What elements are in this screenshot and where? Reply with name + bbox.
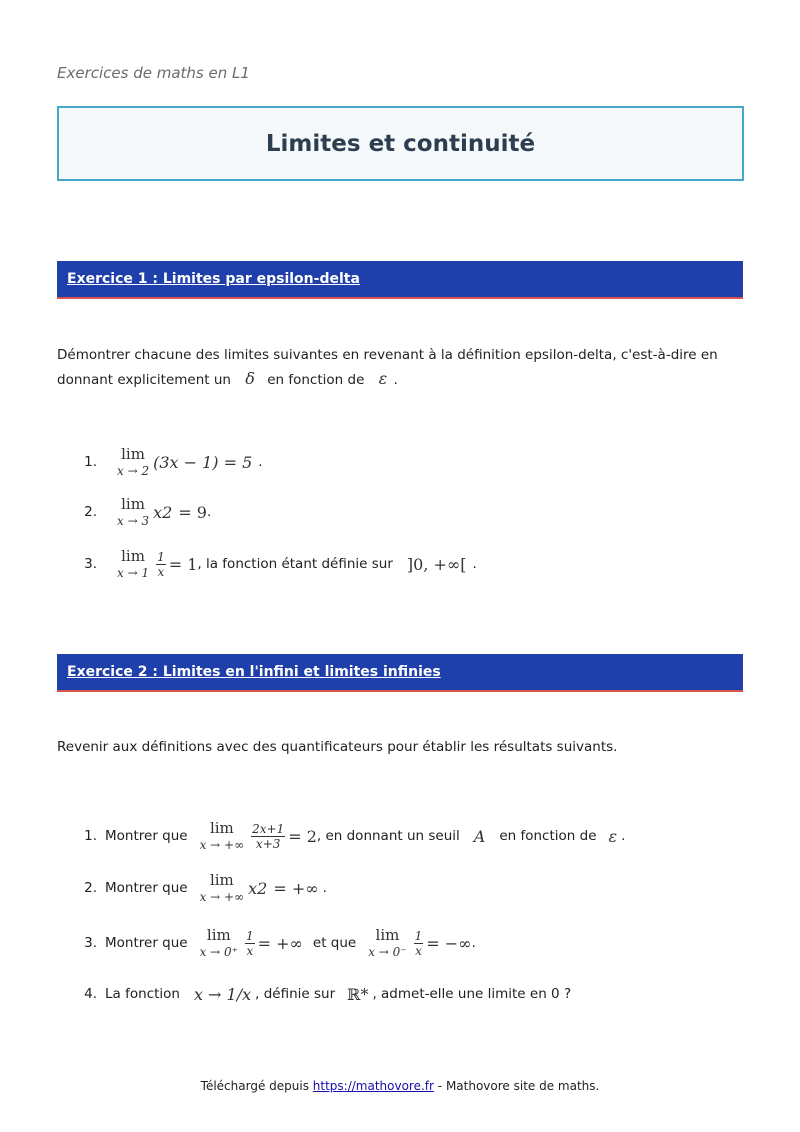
item-number: 3.: [84, 556, 97, 572]
fraction-denominator: x: [157, 564, 165, 579]
item-tail: .: [621, 828, 626, 844]
footer-link[interactable]: https://mathovore.fr: [312, 1079, 434, 1093]
item-text: Montrer que: [105, 880, 188, 896]
item-number: 2.: [84, 504, 97, 520]
exercise-1-intro: [57, 344, 747, 392]
list-item: [57, 546, 747, 582]
item-text-2: , en donnant un seuil: [316, 828, 460, 844]
exercise-1-heading: Exercice 1 : Limites par epsilon-delta: [67, 271, 360, 287]
exercise-2-header: [57, 654, 743, 692]
function-expression: x → 1/x: [193, 984, 252, 1004]
item-number: 1.: [84, 828, 97, 844]
epsilon-symbol: ε: [378, 369, 388, 388]
item-text-2: et que: [312, 935, 357, 951]
item-number: 2.: [84, 880, 97, 896]
exercise-1-header: [57, 261, 743, 299]
limit-operator: [117, 549, 149, 579]
list-item: [57, 870, 747, 906]
item-number: 4.: [84, 986, 97, 1002]
limit-operator: [200, 928, 238, 958]
title-box: [57, 106, 744, 181]
lim-word: lim: [121, 495, 145, 513]
lim-word: lim: [206, 926, 231, 944]
list-item: [57, 816, 747, 856]
item-tail: .: [206, 504, 212, 520]
exercise-2-intro: Revenir aux définitions avec des quantificateurs pour établir les résultats suivants.: [57, 739, 618, 755]
item-number: 3.: [84, 935, 97, 951]
math-expression: = −∞: [426, 933, 472, 953]
limit-operator: [200, 873, 245, 903]
item-text: La fonction: [105, 986, 180, 1002]
footer: [0, 1079, 800, 1093]
math-expression: = 1: [168, 554, 198, 574]
math-expression: = +∞: [257, 933, 303, 953]
item-tail: .: [471, 935, 476, 951]
lim-subscript: x → +∞: [199, 838, 245, 852]
item-text-2: , définie sur: [255, 986, 336, 1002]
intro-text-2: en fonction de: [267, 372, 365, 388]
lim-subscript: x → 0⁺: [199, 945, 239, 959]
item-text-3: en fonction de: [499, 828, 597, 844]
limit-operator: [368, 928, 406, 958]
item-tail: .: [258, 454, 263, 470]
math-expression: = 2: [288, 826, 317, 846]
threshold-symbol: A: [473, 826, 486, 846]
delta-symbol: δ: [245, 369, 255, 388]
item-text-3: , admet-elle une limite en 0 ?: [372, 986, 572, 1002]
fraction: [245, 930, 255, 957]
item-tail: .: [472, 556, 477, 572]
math-exponent: 2: [257, 878, 268, 898]
domain-symbol: ℝ*: [347, 984, 369, 1004]
interval-expression: ]0, +∞[: [406, 554, 467, 574]
lim-word: lim: [121, 445, 145, 463]
lim-subscript: x → 0⁻: [368, 945, 407, 959]
item-tail: .: [322, 880, 327, 896]
exercise-2-heading: Exercice 2 : Limites en l'infini et limites infinies: [67, 664, 441, 680]
list-item: [57, 494, 747, 530]
limit-operator: [117, 447, 149, 477]
lim-word: lim: [209, 871, 234, 889]
math-expression: = 9: [178, 502, 207, 522]
limit-operator: [117, 497, 149, 527]
lim-word: lim: [121, 547, 145, 565]
fraction-denominator: x+3: [255, 836, 281, 851]
footer-prefix: Téléchargé depuis: [200, 1079, 309, 1093]
page-title: Limites et continuité: [265, 130, 536, 157]
footer-suffix: - Mathovore site de maths.: [437, 1079, 600, 1093]
document-pretitle: Exercices de maths en L1: [57, 64, 250, 82]
item-text: Montrer que: [105, 935, 188, 951]
item-text: Montrer que: [105, 828, 188, 844]
lim-word: lim: [209, 819, 234, 837]
math-expression: (3x − 1) = 5: [153, 452, 253, 472]
fraction: [251, 823, 285, 850]
fraction: [414, 930, 424, 957]
limit-operator: [200, 821, 245, 851]
fraction-numerator: 1: [157, 549, 165, 564]
lim-subscript: x → 1: [117, 566, 150, 580]
fraction-denominator: x: [246, 943, 254, 958]
math-base: x: [248, 878, 258, 898]
lim-word: lim: [375, 926, 400, 944]
epsilon-symbol: ε: [608, 826, 618, 846]
fraction-numerator: 1: [414, 928, 423, 943]
fraction-numerator: 2x+1: [252, 821, 285, 836]
item-text: , la fonction étant définie sur: [197, 556, 393, 572]
lim-subscript: x → 3: [117, 514, 150, 528]
lim-subscript: x → +∞: [199, 890, 245, 904]
list-item: [57, 976, 747, 1012]
math-expression: = +∞: [273, 878, 319, 898]
math-exponent: 2: [162, 502, 173, 522]
item-number: 1.: [84, 454, 97, 470]
lim-subscript: x → 2: [117, 464, 150, 478]
list-item: [57, 444, 747, 480]
fraction-denominator: x: [415, 943, 422, 958]
fraction: [156, 551, 166, 578]
fraction-numerator: 1: [246, 928, 254, 943]
intro-text: Démontrer chacune des limites suivantes en revenant à la définition epsilon-delta, c'est-à-dire en donnant explicitement un: [57, 347, 718, 388]
intro-end: .: [393, 372, 398, 388]
list-item: [57, 922, 747, 964]
math-base: x: [153, 502, 163, 522]
